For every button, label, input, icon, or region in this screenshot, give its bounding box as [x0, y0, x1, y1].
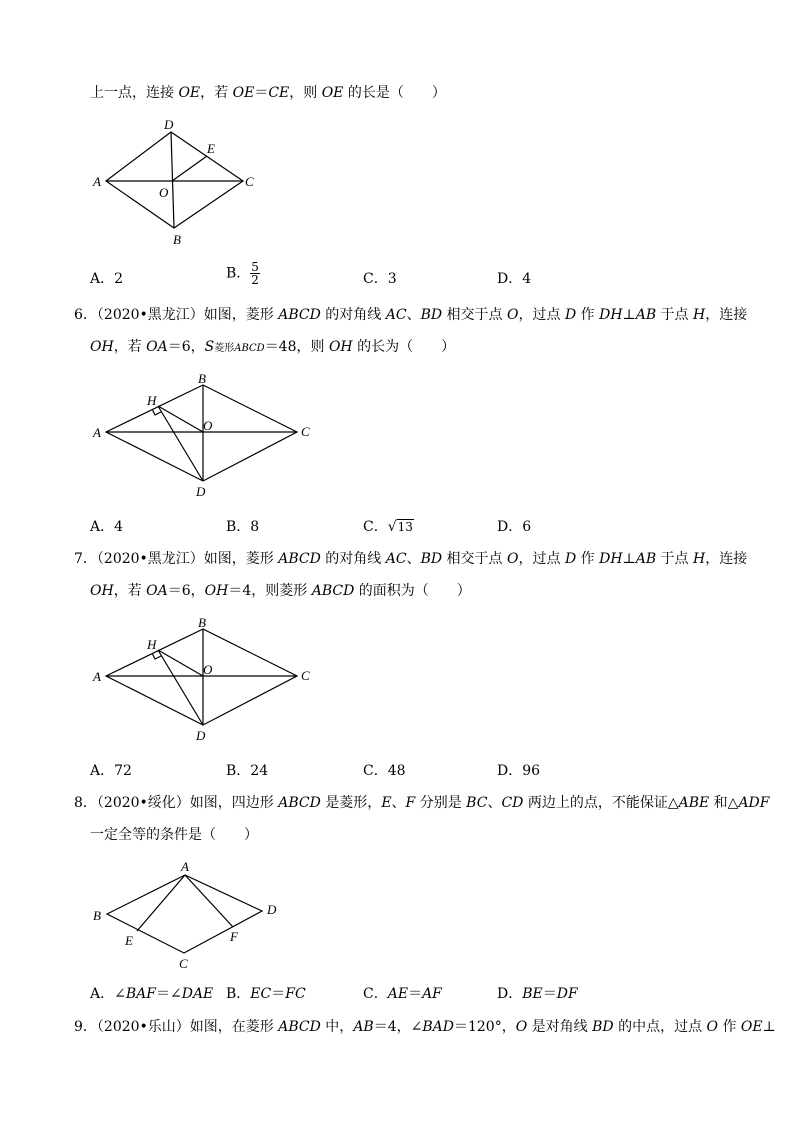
q5-option-d[interactable]: D．4	[497, 271, 532, 287]
q6-label-h: H	[147, 393, 157, 408]
q8-segment-af	[185, 875, 233, 927]
q6-label-d: D	[196, 484, 206, 499]
q7-label-c: C	[301, 668, 310, 683]
q7-option-a[interactable]: A．72	[90, 763, 132, 779]
q7-label-b: B	[198, 615, 206, 630]
q8-stem-line1: 8．（2020•绥化）如图，四边形 ABCD 是菱形，E、F 分别是 BC、CD 两边上的点，不能保证△ABE 和△ADF	[74, 795, 770, 811]
q5-option-a[interactable]: A．2	[90, 271, 124, 287]
q5-option-b[interactable]: B． $\frac{5}{2}$	[226, 260, 259, 287]
q6-stem-line1: 6．（2020•黑龙江）如图，菱形 ABCD 的对角线 AC、BD 相交于点 O，过点 D 作 DH⊥AB 于点 H，连接	[74, 307, 748, 323]
q5-label-a: A	[93, 174, 101, 189]
q8-option-a[interactable]: A．∠BAF＝∠DAE	[90, 986, 214, 1002]
q8-segment-ae	[137, 875, 185, 931]
q7-stem-line2: OH，若 OA＝6，OH＝4，则菱形 ABCD 的面积为（ ）	[90, 583, 471, 599]
q8-option-b[interactable]: B．EC＝FC	[226, 986, 306, 1002]
q7-label-o: O	[203, 662, 213, 677]
q6-option-b[interactable]: B．8	[226, 519, 260, 535]
q8-label-a: A	[181, 859, 189, 874]
q8-label-d: D	[267, 902, 277, 917]
q6-option-d[interactable]: D．6	[497, 519, 532, 535]
q8-label-e: E	[125, 933, 133, 948]
q7-option-b[interactable]: B．24	[226, 763, 269, 779]
q8-label-f: F	[230, 929, 238, 944]
q7-label-d: D	[196, 728, 206, 743]
q6-option-c-sqrt: √13	[387, 519, 413, 535]
q8-label-c: C	[179, 956, 188, 971]
q5-label-d: D	[164, 117, 174, 132]
q6-stem-line2: OH，若 OA＝6，S菱形ABCD＝48，则 OH 的长为（ ）	[90, 339, 456, 355]
q5-stem: 上一点，连接 OE，若 OE＝CE，则 OE 的长是（ ）	[90, 85, 446, 101]
q8-option-c[interactable]: C．AE＝AF	[363, 986, 442, 1002]
q5-option-b-fraction: $\frac{5}{2}$	[251, 260, 259, 287]
q6-option-a[interactable]: A．4	[90, 519, 124, 535]
q6-option-c[interactable]: C．√13	[363, 519, 413, 535]
q9-stem-line1: 9．（2020•乐山）如图，在菱形 ABCD 中，AB＝4，∠BAD＝120°，O 是对角线 BD 的中点，过点 O 作 OE⊥	[74, 1019, 776, 1035]
q8-label-b: B	[93, 908, 101, 923]
q8-stem-line2: 一定全等的条件是（ ）	[90, 827, 258, 843]
q6-label-b: B	[198, 371, 206, 386]
q7-label-a: A	[93, 669, 101, 684]
q6-label-o: O	[203, 418, 213, 433]
q5-label-e: E	[207, 141, 215, 156]
q7-label-h: H	[147, 637, 157, 652]
q6-label-c: C	[301, 424, 310, 439]
q8-option-d[interactable]: D．BE＝DF	[497, 986, 578, 1002]
q5-label-o: O	[159, 185, 169, 200]
q6-label-a: A	[93, 425, 101, 440]
q7-stem-line1: 7．（2020•黑龙江）如图，菱形 ABCD 的对角线 AC、BD 相交于点 O，过点 D 作 DH⊥AB 于点 H，连接	[74, 551, 748, 567]
q7-option-c[interactable]: C．48	[363, 763, 406, 779]
q7-option-d[interactable]: D．96	[497, 763, 541, 779]
q5-option-c[interactable]: C．3	[363, 271, 397, 287]
q5-label-b: B	[173, 232, 181, 247]
q5-label-c: C	[245, 174, 254, 189]
